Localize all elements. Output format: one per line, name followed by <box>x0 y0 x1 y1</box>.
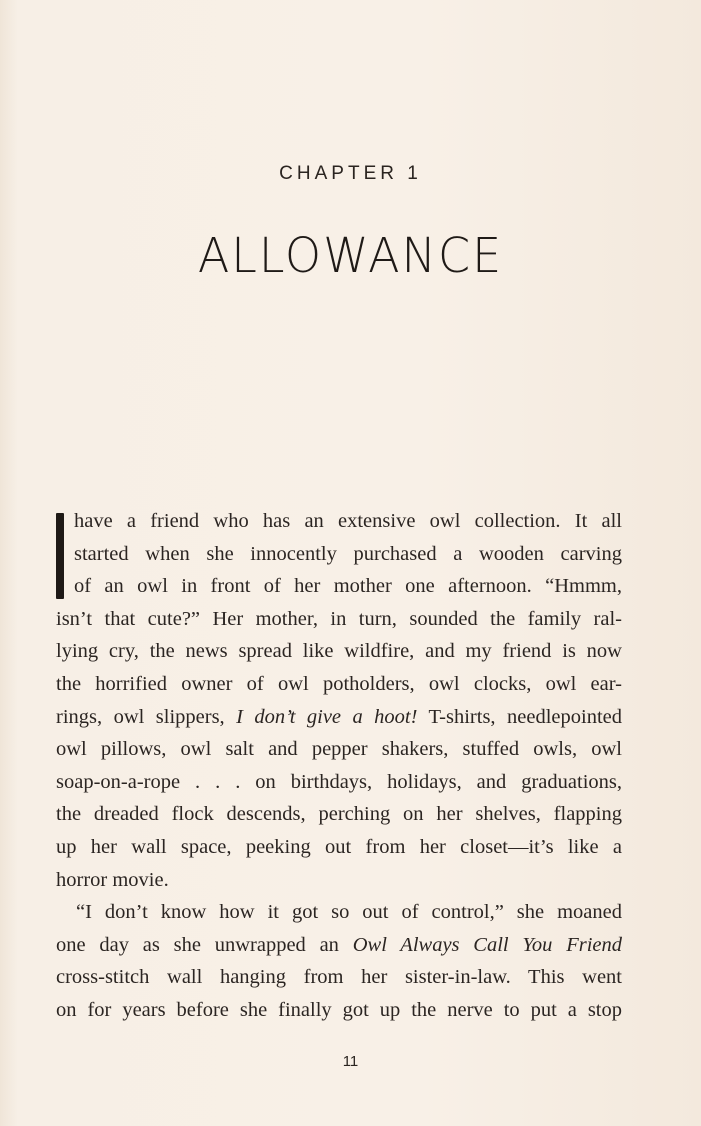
chapter-label: CHAPTER 1 <box>279 163 422 184</box>
italic-phrase: Owl Always Call You Friend <box>352 933 622 956</box>
text-line: started when she innocently purchased a wooden carving <box>74 542 622 565</box>
text-line: up her wall space, peeking out from her closet—it’s like a <box>56 835 622 858</box>
dropcap-letter <box>56 513 64 599</box>
text-line: on for years before she finally got up the nerve to put a stop <box>56 998 622 1021</box>
text-line: the dreaded flock descends, perching on her shelves, flapping <box>56 803 622 826</box>
text-fragment: rings, owl slippers, <box>56 705 225 728</box>
body-text <box>56 505 622 1027</box>
text-line: isn’t that cute?” Her mother, in turn, sounded the family ral- <box>56 607 622 630</box>
text-fragment: one day as she unwrapped an <box>56 933 339 956</box>
text-line: of an owl in front of her mother one afternoon. “Hmmm, <box>74 575 622 598</box>
text-fragment: T-shirts, needlepointed <box>428 705 622 728</box>
chapter-title: ALLOWANCE <box>197 226 504 284</box>
text-line <box>56 929 622 962</box>
page-number: 11 <box>342 1053 359 1070</box>
paragraph-1 <box>56 505 622 896</box>
paragraph-2 <box>56 896 622 1026</box>
text-line: lying cry, the news spread like wildfire, and my friend is now <box>56 640 622 663</box>
text-line: soap-on-a-rope . . . on birthdays, holidays, and graduations, <box>56 770 622 793</box>
text-line: the horrified owner of owl potholders, owl clocks, owl ear- <box>56 672 622 695</box>
text-line <box>56 701 622 734</box>
italic-phrase: I don’t give a hoot! <box>236 705 418 728</box>
text-line: cross-stitch wall hanging from her sister-in-law. This went <box>56 966 622 989</box>
text-line: “I don’t know how it got so out of control,” she moaned <box>76 901 622 924</box>
text-line: have a friend who has an extensive owl collection. It all <box>74 510 622 532</box>
text-line: owl pillows, owl salt and pepper shakers, stuffed owls, owl <box>56 738 622 761</box>
text-line: horror movie. <box>56 868 169 891</box>
